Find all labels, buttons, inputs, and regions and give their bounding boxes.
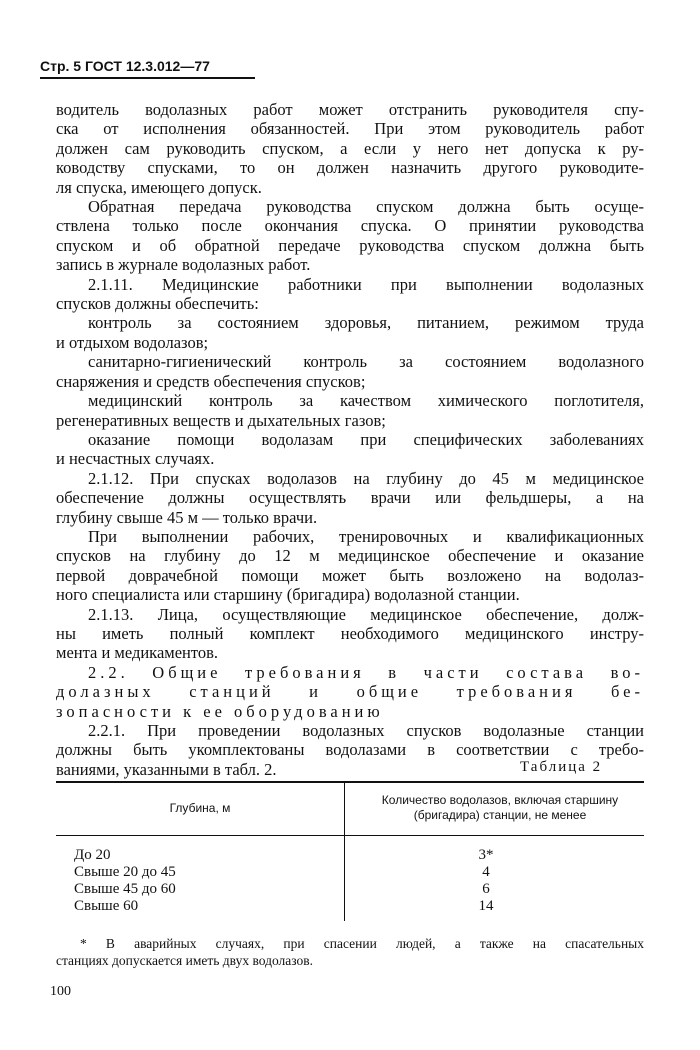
text-line: первой доврачебной помощи может быть возложено на водолаз- xyxy=(56,565,644,585)
section-2-1-13: 2.1.13. Лица, осуществляющие медицинское обеспечение, долж- xyxy=(88,604,644,624)
table-cell-depth: До 20 xyxy=(74,847,111,863)
text-line: запись в журнале водолазных работ. xyxy=(56,255,311,275)
table-cell-depth: Свыше 20 до 45 xyxy=(74,864,176,880)
text-line: спусков на глубину до 12 м медицинское обеспечение и оказание xyxy=(56,546,644,566)
text-line: спуском и об обратной передаче руководства спуском должна быть xyxy=(56,235,644,255)
section-heading-line: зопасности к ее оборудованию xyxy=(56,701,384,721)
table-cell-count: 6 xyxy=(482,881,490,897)
table-caption: Таблица 2 xyxy=(520,759,603,775)
list-item: оказание помощи водолазам при специфических заболеваниях xyxy=(88,429,644,449)
text-line: водитель водолазных работ может отстранить руководителя спу- xyxy=(56,100,644,119)
table-column-divider xyxy=(344,781,345,921)
section-2-2-heading: 2.2. Общие требования в части состава во- xyxy=(88,662,644,682)
text-line: должен сам руководить спуском, а если у него нет допуска к ру- xyxy=(56,138,644,158)
text-line: ны иметь полный комплект необходимого медицинского инстру- xyxy=(56,623,644,643)
text-line: ваниями, указанными в табл. 2. xyxy=(56,759,277,779)
footnote-line: станциях допускается иметь двух водолазов. xyxy=(56,953,314,968)
text-line: снаряжения и средств обеспечения спусков; xyxy=(56,371,366,391)
table-cell-depth: Свыше 45 до 60 xyxy=(74,881,176,897)
column-header-diver-count: Количество водолазов, включая старшину (бригадира) станции, не менее xyxy=(381,793,619,822)
section-2-1-12: 2.1.12. При спусках водолазов на глубину до 45 м медицинское xyxy=(88,468,644,488)
table-top-rule xyxy=(56,781,644,783)
depth-table xyxy=(56,781,644,921)
text-line: Обратная передача руководства спуском должна быть осуще- xyxy=(88,197,644,217)
section-2-2-1: 2.2.1. При проведении водолазных спусков водолазные станции xyxy=(88,721,644,740)
table-header-rule xyxy=(56,835,644,836)
body-text xyxy=(56,100,644,779)
text-line: ска от исполнения обязанностей. При этом руководитель работ xyxy=(56,119,644,139)
text-line: ствлена только после окончания спуска. О принятии руководства xyxy=(56,216,644,236)
page-header: Стр. 5 ГОСТ 12.3.012—77 xyxy=(40,58,255,79)
text-line: и несчастных случаях. xyxy=(56,449,215,469)
text-line: При выполнении рабочих, тренировочных и квалификационных xyxy=(88,526,644,546)
depth-column xyxy=(74,847,176,915)
text-line: обеспечение должны осуществлять врачи или фельдшеры, а на xyxy=(56,488,644,508)
footnote-line: * В аварийных случаях, при спасении людей, а также на спасательных xyxy=(80,936,644,951)
text-line: должны быть укомплектованы водолазами в соответствии с требо- xyxy=(56,740,644,760)
count-column xyxy=(456,847,516,915)
text-line: глубину свыше 45 м — только врачи. xyxy=(56,507,318,527)
list-item: контроль за состоянием здоровья, питанием, режимом труда xyxy=(88,313,644,333)
page-number: 100 xyxy=(50,984,71,999)
list-item: медицинский контроль за качеством химического поглотителя, xyxy=(88,391,644,411)
text-line: и отдыхом водолазов; xyxy=(56,332,209,352)
footnote xyxy=(56,935,644,969)
text-line: спусков должны обеспечить: xyxy=(56,294,259,314)
table-cell-depth: Свыше 60 xyxy=(74,898,139,914)
table-cell-count: 4 xyxy=(482,864,490,880)
text-line: ководству спусками, то он должен назначить другого руководите- xyxy=(56,158,644,178)
table-cell-count: 3* xyxy=(478,847,494,863)
section-heading-line: долазных станций и общие требования бе- xyxy=(56,682,644,702)
table-cell-count: 14 xyxy=(478,898,494,914)
text-line: мента и медикаментов. xyxy=(56,643,219,663)
list-item: санитарно-гигиенический контроль за состоянием водолазного xyxy=(88,352,644,372)
text-line: ного специалиста или старшину (бригадира) водолазной станции. xyxy=(56,585,520,605)
column-header-depth: Глубина, м xyxy=(169,801,231,815)
text-line: ля спуска, имеющего допуск. xyxy=(56,177,262,197)
text-line: регенеративных веществ и дыхательных газов; xyxy=(56,410,386,430)
section-2-1-11: 2.1.11. Медицинские работники при выполнении водолазных xyxy=(88,274,644,294)
